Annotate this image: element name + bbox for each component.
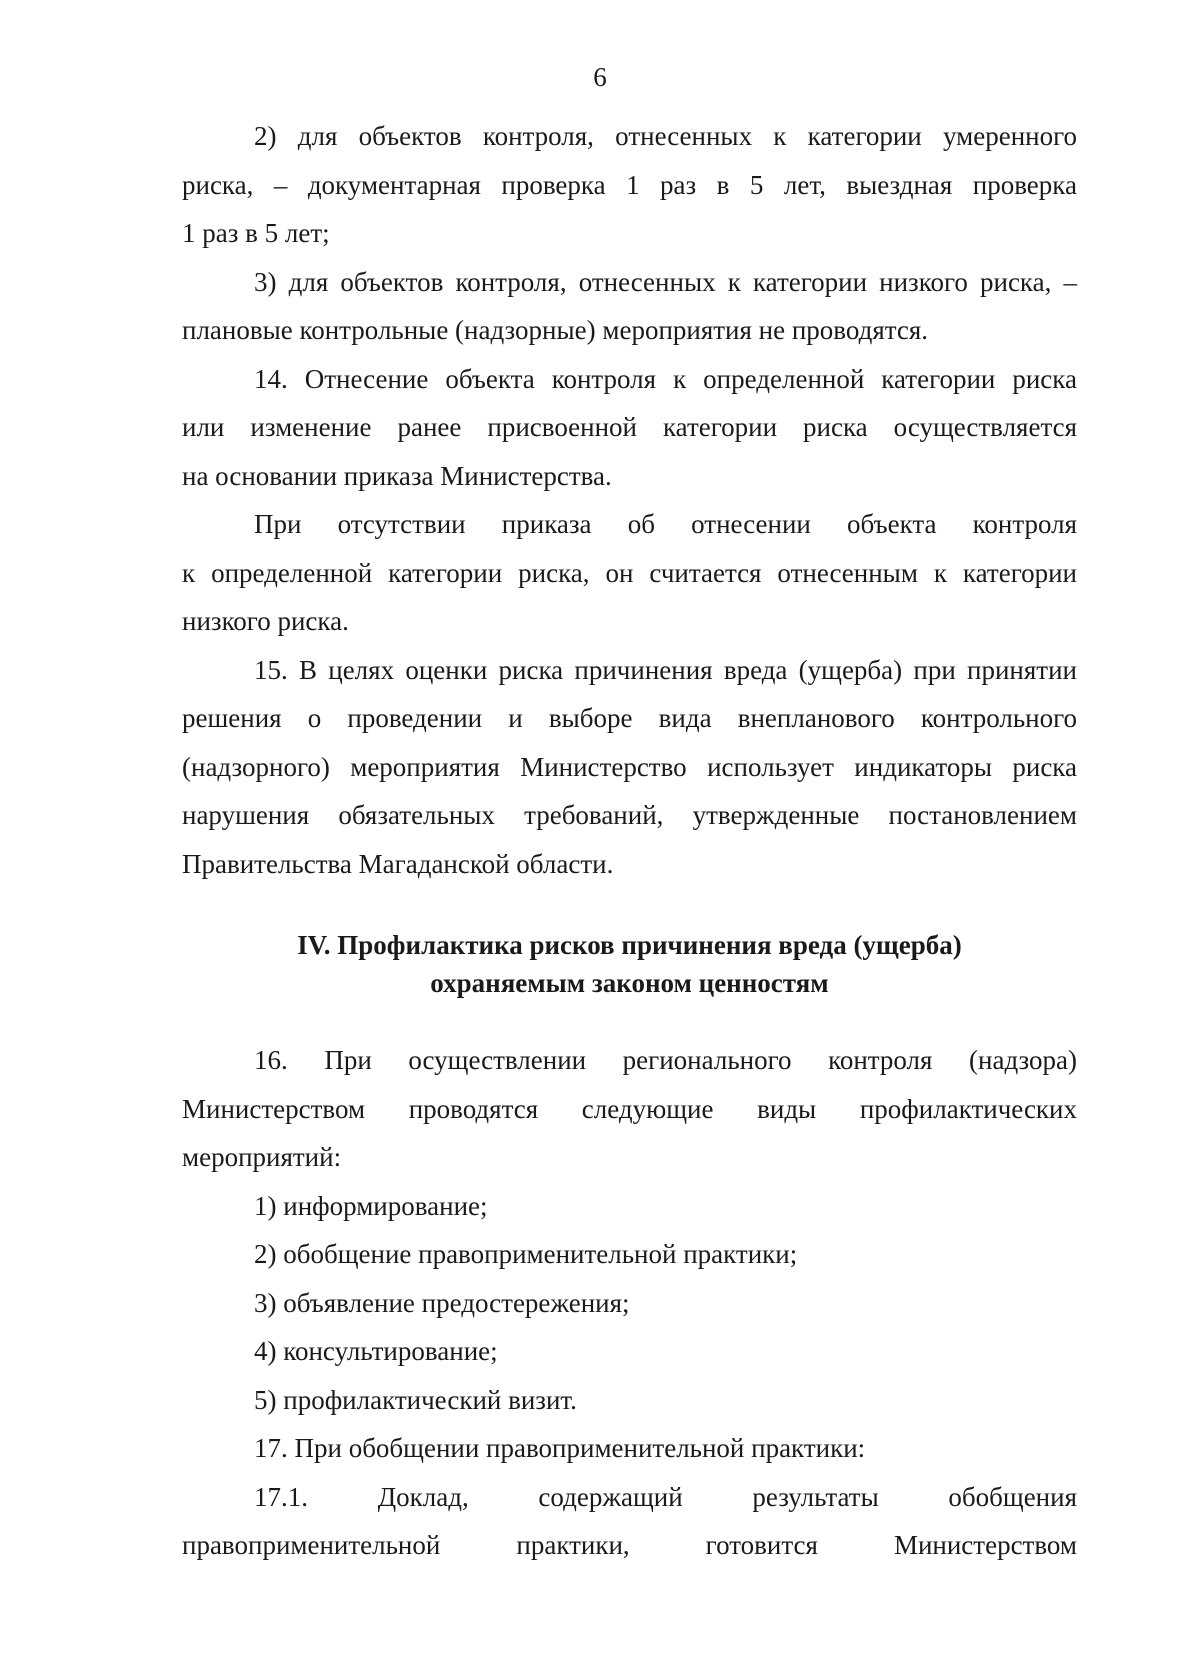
text-line: риска, – документарная проверка 1 раз в 5 лет, выездная проверка: [182, 169, 1077, 200]
text-line: 17.1. Доклад, содержащий результаты обобщения: [254, 1481, 1077, 1512]
paragraph-moderate-risk: [182, 112, 1077, 258]
text-line: плановые контрольные (надзорные) мероприятия не проводятся.: [182, 315, 929, 345]
text-line: правоприменительной практики, готовится Министерством: [182, 1530, 1077, 1560]
page-number: 6: [593, 62, 607, 92]
text-line: Правительства Магаданской области.: [182, 848, 614, 879]
text-line: мероприятий:: [182, 1142, 342, 1172]
text-line: 5) профилактический визит.: [254, 1384, 577, 1415]
text-line: 2) обобщение правоприменительной практики;: [254, 1239, 798, 1269]
list-item: [182, 1230, 1077, 1279]
text-line: 17. При обобщении правоприменительной практики:: [254, 1433, 866, 1463]
text-line: нарушения обязательных требований, утвержденные постановлением: [182, 800, 1077, 830]
list-item: [182, 1327, 1077, 1376]
text-line: 3) для объектов контроля, отнесенных к категории низкого риска, –: [254, 266, 1077, 297]
text-line: 3) объявление предостережения;: [254, 1287, 630, 1318]
text-line: низкого риска.: [182, 606, 349, 636]
section-heading: [182, 926, 1077, 1002]
text-line: 16. При осуществлении регионального контроля (надзора): [254, 1045, 1077, 1075]
list-item: [182, 1279, 1077, 1328]
text-line: на основании приказа Министерства.: [182, 460, 612, 491]
paragraph-17: [182, 1424, 1077, 1473]
paragraph-17-1: [182, 1473, 1077, 1570]
paragraph-14: [182, 355, 1077, 501]
section-heading-line: IV. Профилактика рисков причинения вреда (ущерба): [297, 930, 962, 960]
text-line: или изменение ранее присвоенной категории риска осуществляется: [182, 412, 1077, 442]
document-body: [182, 112, 1077, 1570]
paragraph-no-order: [182, 500, 1077, 646]
list-item: [182, 1182, 1077, 1231]
paragraph-15: [182, 646, 1077, 889]
text-line: Министерством проводятся следующие виды профилактических: [182, 1093, 1077, 1124]
text-line: 15. В целях оценки риска причинения вреда (ущерба) при принятии: [254, 654, 1077, 685]
paragraph-16: [182, 1036, 1077, 1182]
text-line: 4) консультирование;: [254, 1336, 498, 1366]
paragraph-low-risk: [182, 258, 1077, 355]
text-line: (надзорного) мероприятия Министерство использует индикаторы риска: [182, 751, 1077, 782]
section-heading-line: охраняемым законом ценностям: [430, 968, 829, 998]
text-line: 14. Отнесение объекта контроля к определенной категории риска: [254, 363, 1077, 394]
text-line: При отсутствии приказа об отнесении объекта контроля: [254, 509, 1077, 539]
text-line: к определенной категории риска, он считается отнесенным к категории: [182, 557, 1077, 588]
text-line: решения о проведении и выборе вида внепланового контрольного: [182, 703, 1077, 733]
list-item: [182, 1376, 1077, 1425]
text-line: 2) для объектов контроля, отнесенных к категории умеренного: [254, 121, 1077, 151]
text-line: 1 раз в 5 лет;: [182, 218, 330, 248]
text-line: 1) информирование;: [254, 1190, 488, 1221]
